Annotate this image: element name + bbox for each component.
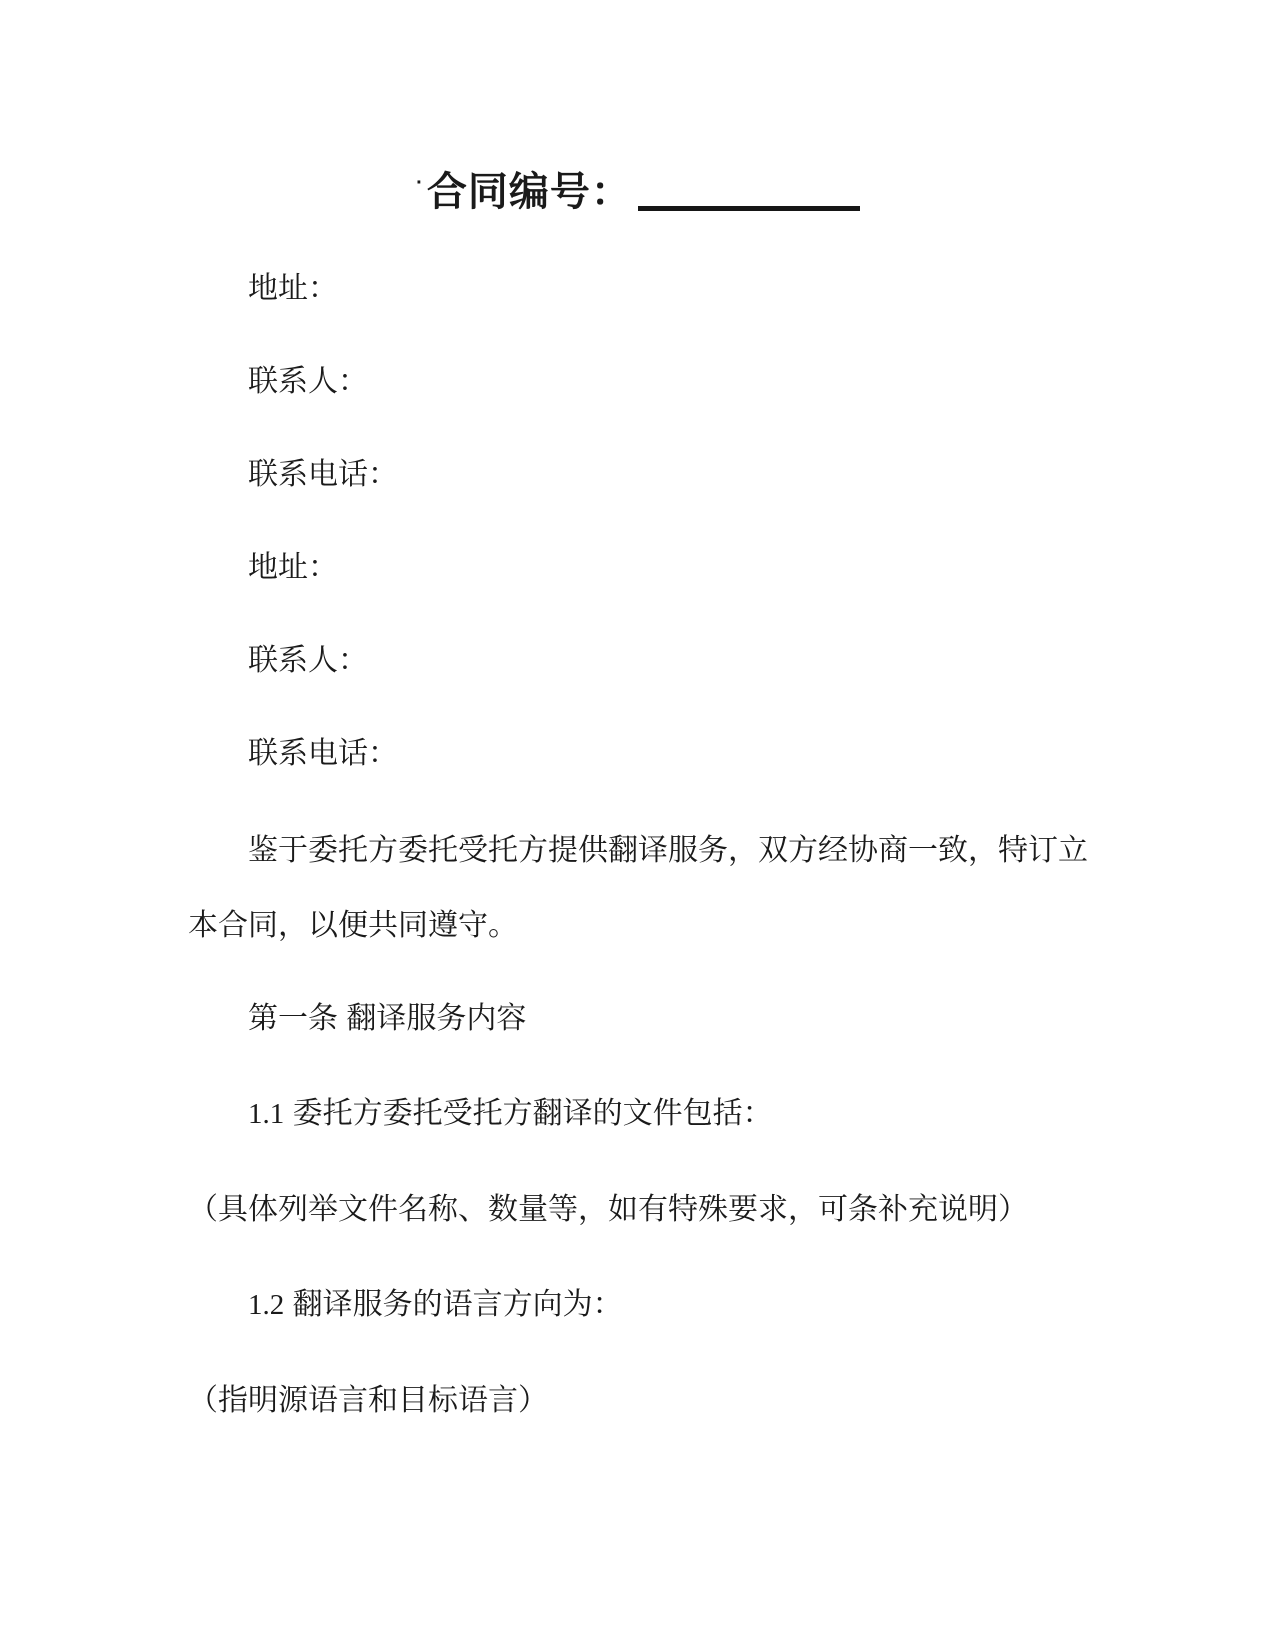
contract-number-title	[188, 158, 1088, 217]
field-address-2: 地址：	[248, 551, 338, 584]
preamble-line-1: 鉴于委托方委托受托方提供翻译服务，双方经协商一致，特订立	[248, 834, 1088, 867]
clause-1-2-text: 翻译服务的语言方向为：	[284, 1288, 623, 1321]
clause-1-1	[188, 1076, 1088, 1152]
clause-1-2-number: 1.2	[248, 1289, 285, 1321]
clause-1-2	[188, 1267, 1088, 1343]
clause-1-1-number: 1.1	[248, 1098, 285, 1130]
field-address-1: 地址：	[248, 272, 338, 305]
field-contact-person-1: 联系人：	[248, 365, 368, 398]
contract-number-label: 合同编号：	[426, 170, 632, 214]
contract-number-blank-line	[638, 164, 860, 211]
field-contact-phone-2: 联系电话：	[248, 737, 398, 770]
title-dot-mark: ·	[416, 172, 424, 194]
field-contact-phone-1: 联系电话：	[248, 458, 398, 491]
clause-1-1-text: 委托方委托受托方翻译的文件包括：	[284, 1097, 773, 1130]
preamble-line-2: 本合同，以便共同遵守。	[188, 909, 518, 942]
article-1-heading: 第一条 翻译服务内容	[248, 1002, 527, 1035]
clause-1-1-note: （具体列举文件名称、数量等，如有特殊要求，可条补充说明）	[188, 1193, 1028, 1226]
field-contact-person-2: 联系人：	[248, 644, 368, 677]
clause-1-2-note: （指明源语言和目标语言）	[188, 1384, 548, 1417]
